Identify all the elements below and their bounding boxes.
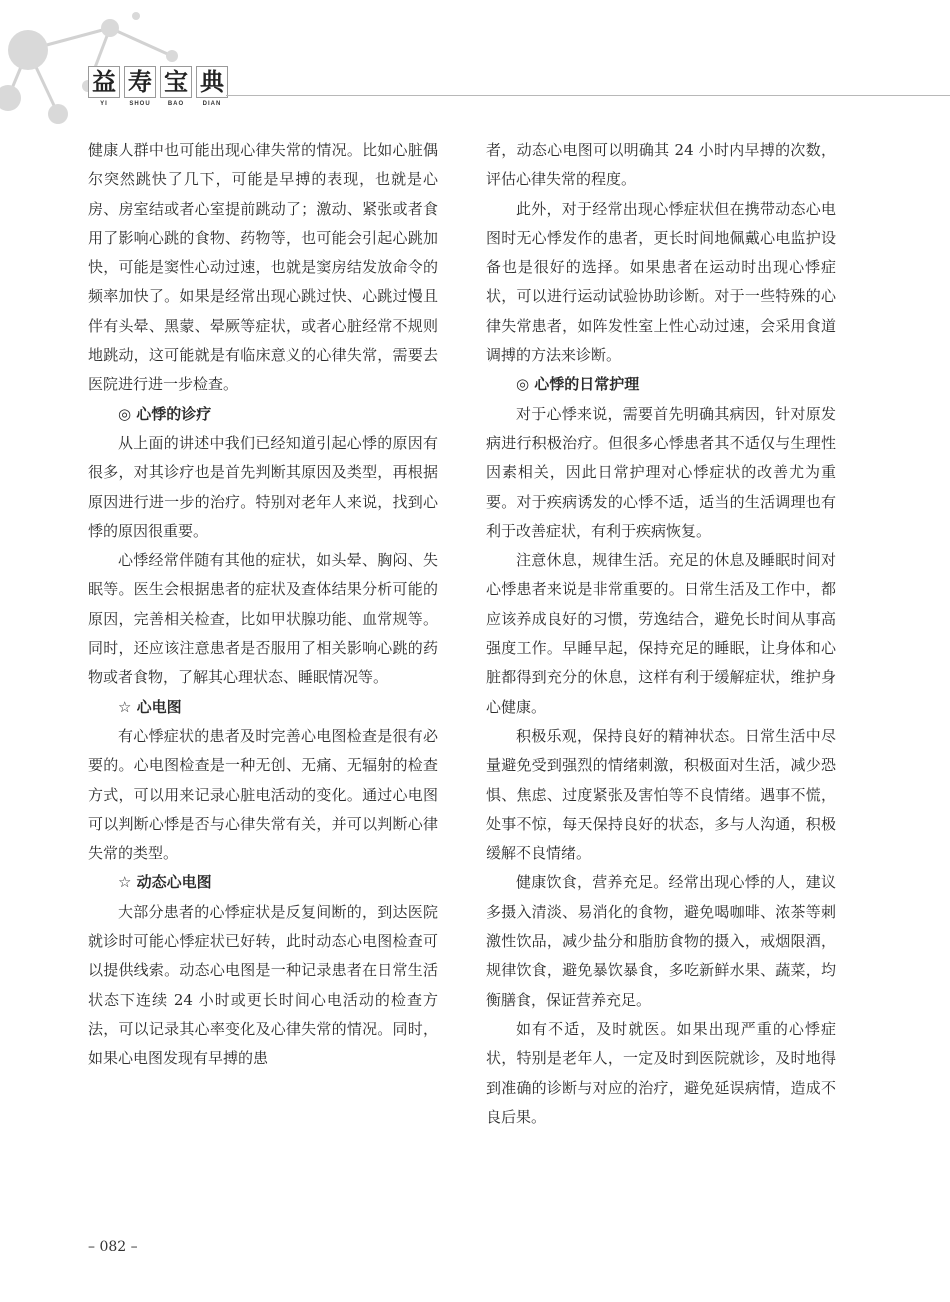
paragraph: 积极乐观，保持良好的精神状态。日常生活中尽量避免受到强烈的情绪刺激，积极面对生活，减少恐惧、焦虑、过度紧张及害怕等不良情绪。遇事不慌，处事不惊，每天保持良好的状态，多与人沟通，积极缓解不良情绪。: [486, 726, 836, 863]
paragraph: 从上面的讲述中我们已经知道引起心悸的原因有很多，对其诊疗也是首先判断其原因及类型，再根据原因进行进一步的治疗。特别对老年人来说，找到心悸的原因很重要。: [88, 433, 438, 540]
pinyin-syllable: BAO: [167, 101, 185, 107]
title-char: 宝: [160, 66, 192, 98]
left-column: [88, 136, 438, 1074]
magazine-title: [88, 66, 228, 98]
section-heading-diagnosis: ◎ 心悸的诊疗: [118, 404, 212, 423]
pinyin-syllable: YI: [100, 101, 108, 107]
paragraph: 有心悸症状的患者及时完善心电图检查是很有必要的。心电图检查是一种无创、无痛、无辐射的检查方式，可以用来记录心脏电活动的变化。通过心电图可以判断心悸是否与心律失常有关，并可以判断心律失常的类型。: [88, 726, 438, 863]
paragraph: 健康饮食，营养充足。经常出现心悸的人，建议多摄入清淡、易消化的食物，避免喝咖啡、浓茶等刺激性饮品，减少盐分和脂肪食物的摄入，戒烟限酒，规律饮食，避免暴饮暴食，多吃新鲜水果、蔬菜，均衡膳食，保证营养充足。: [486, 873, 836, 1009]
header-rule: [226, 95, 950, 96]
paragraph: 此外，对于经常出现心悸症状但在携带动态心电图时无心悸发作的患者，更长时间地佩戴心电监护设备也是很好的选择。如果患者在运动时出现心悸症状，可以进行运动试验协助诊断。对于一些特殊的心律失常患者，如阵发性室上性心动过速，会采用食道调搏的方法来诊断。: [486, 199, 836, 365]
magazine-pinyin: [88, 101, 228, 107]
paragraph: 心悸经常伴随有其他的症状，如头晕、胸闷、失眠等。医生会根据患者的症状及查体结果分析可能的原因，完善相关检查，比如甲状腺功能、血常规等。同时，还应该注意患者是否服用了相关影响心跳的药物或者食物，了解其心理状态、睡眠情况等。: [88, 551, 438, 687]
paragraph: 者，动态心电图可以明确其 24 小时内早搏的次数，评估心律失常的程度。: [486, 141, 836, 189]
title-char: 寿: [124, 66, 156, 98]
pinyin-syllable: DIAN: [202, 101, 222, 107]
paragraph: 注意休息，规律生活。充足的休息及睡眠时间对心悸患者来说是非常重要的。日常生活及工作中，都应该养成良好的习惯，劳逸结合，避免长时间从事高强度工作。早睡早起，保持充足的睡眠，让身体和心脏都得到充分的休息，这样有利于缓解症状，维护身心健康。: [486, 551, 836, 716]
paragraph: 如有不适，及时就医。如果出现严重的心悸症状，特别是老年人，一定及时到医院就诊，及时地得到准确的诊断与对应的治疗，避免延误病情，造成不良后果。: [486, 1019, 836, 1126]
page-number: – 082 –: [88, 1239, 138, 1255]
title-char: 益: [88, 66, 120, 98]
subheading-ecg: ☆ 心电图: [118, 697, 182, 716]
subheading-holter: ☆ 动态心电图: [118, 873, 212, 892]
right-column: [486, 136, 836, 1132]
paragraph: 大部分患者的心悸症状是反复间断的，到达医院就诊时可能心悸症状已好转，此时动态心电图检查可以提供线索。动态心电图是一种记录患者在日常生活状态下连续 24 小时或更长时间心电活动的检查方法，可以记录其心率变化及心律失常的情况。同时，如果心电图发现有早搏的患: [88, 902, 438, 1068]
section-heading-daily-care: ◎ 心悸的日常护理: [516, 375, 640, 394]
pinyin-syllable: SHOU: [129, 101, 151, 107]
paragraph: 健康人群中也可能出现心律失常的情况。比如心脏偶尔突然跳快了几下，可能是早搏的表现，也就是心房、房室结或者心室提前跳动了；激动、紧张或者食用了影响心跳的食物、药物等，也可能会引起心跳加快，可能是窦性心动过速，也就是窦房结发放命令的频率加快了。如果是经常出现心跳过快、心跳过慢且伴有头晕、黑蒙、晕厥等症状，或者心脏经常不规则地跳动，这可能就是有临床意义的心律失常，需要去医院进行进一步检查。: [88, 141, 438, 394]
paragraph: 对于心悸来说，需要首先明确其病因，针对原发病进行积极治疗。但很多心悸患者其不适仅与生理性因素相关，因此日常护理对心悸症状的改善尤为重要。对于疾病诱发的心悸不适，适当的生活调理也有利于改善症状，有利于疾病恢复。: [486, 404, 836, 540]
magazine-masthead: [88, 66, 228, 107]
title-char: 典: [196, 66, 228, 98]
